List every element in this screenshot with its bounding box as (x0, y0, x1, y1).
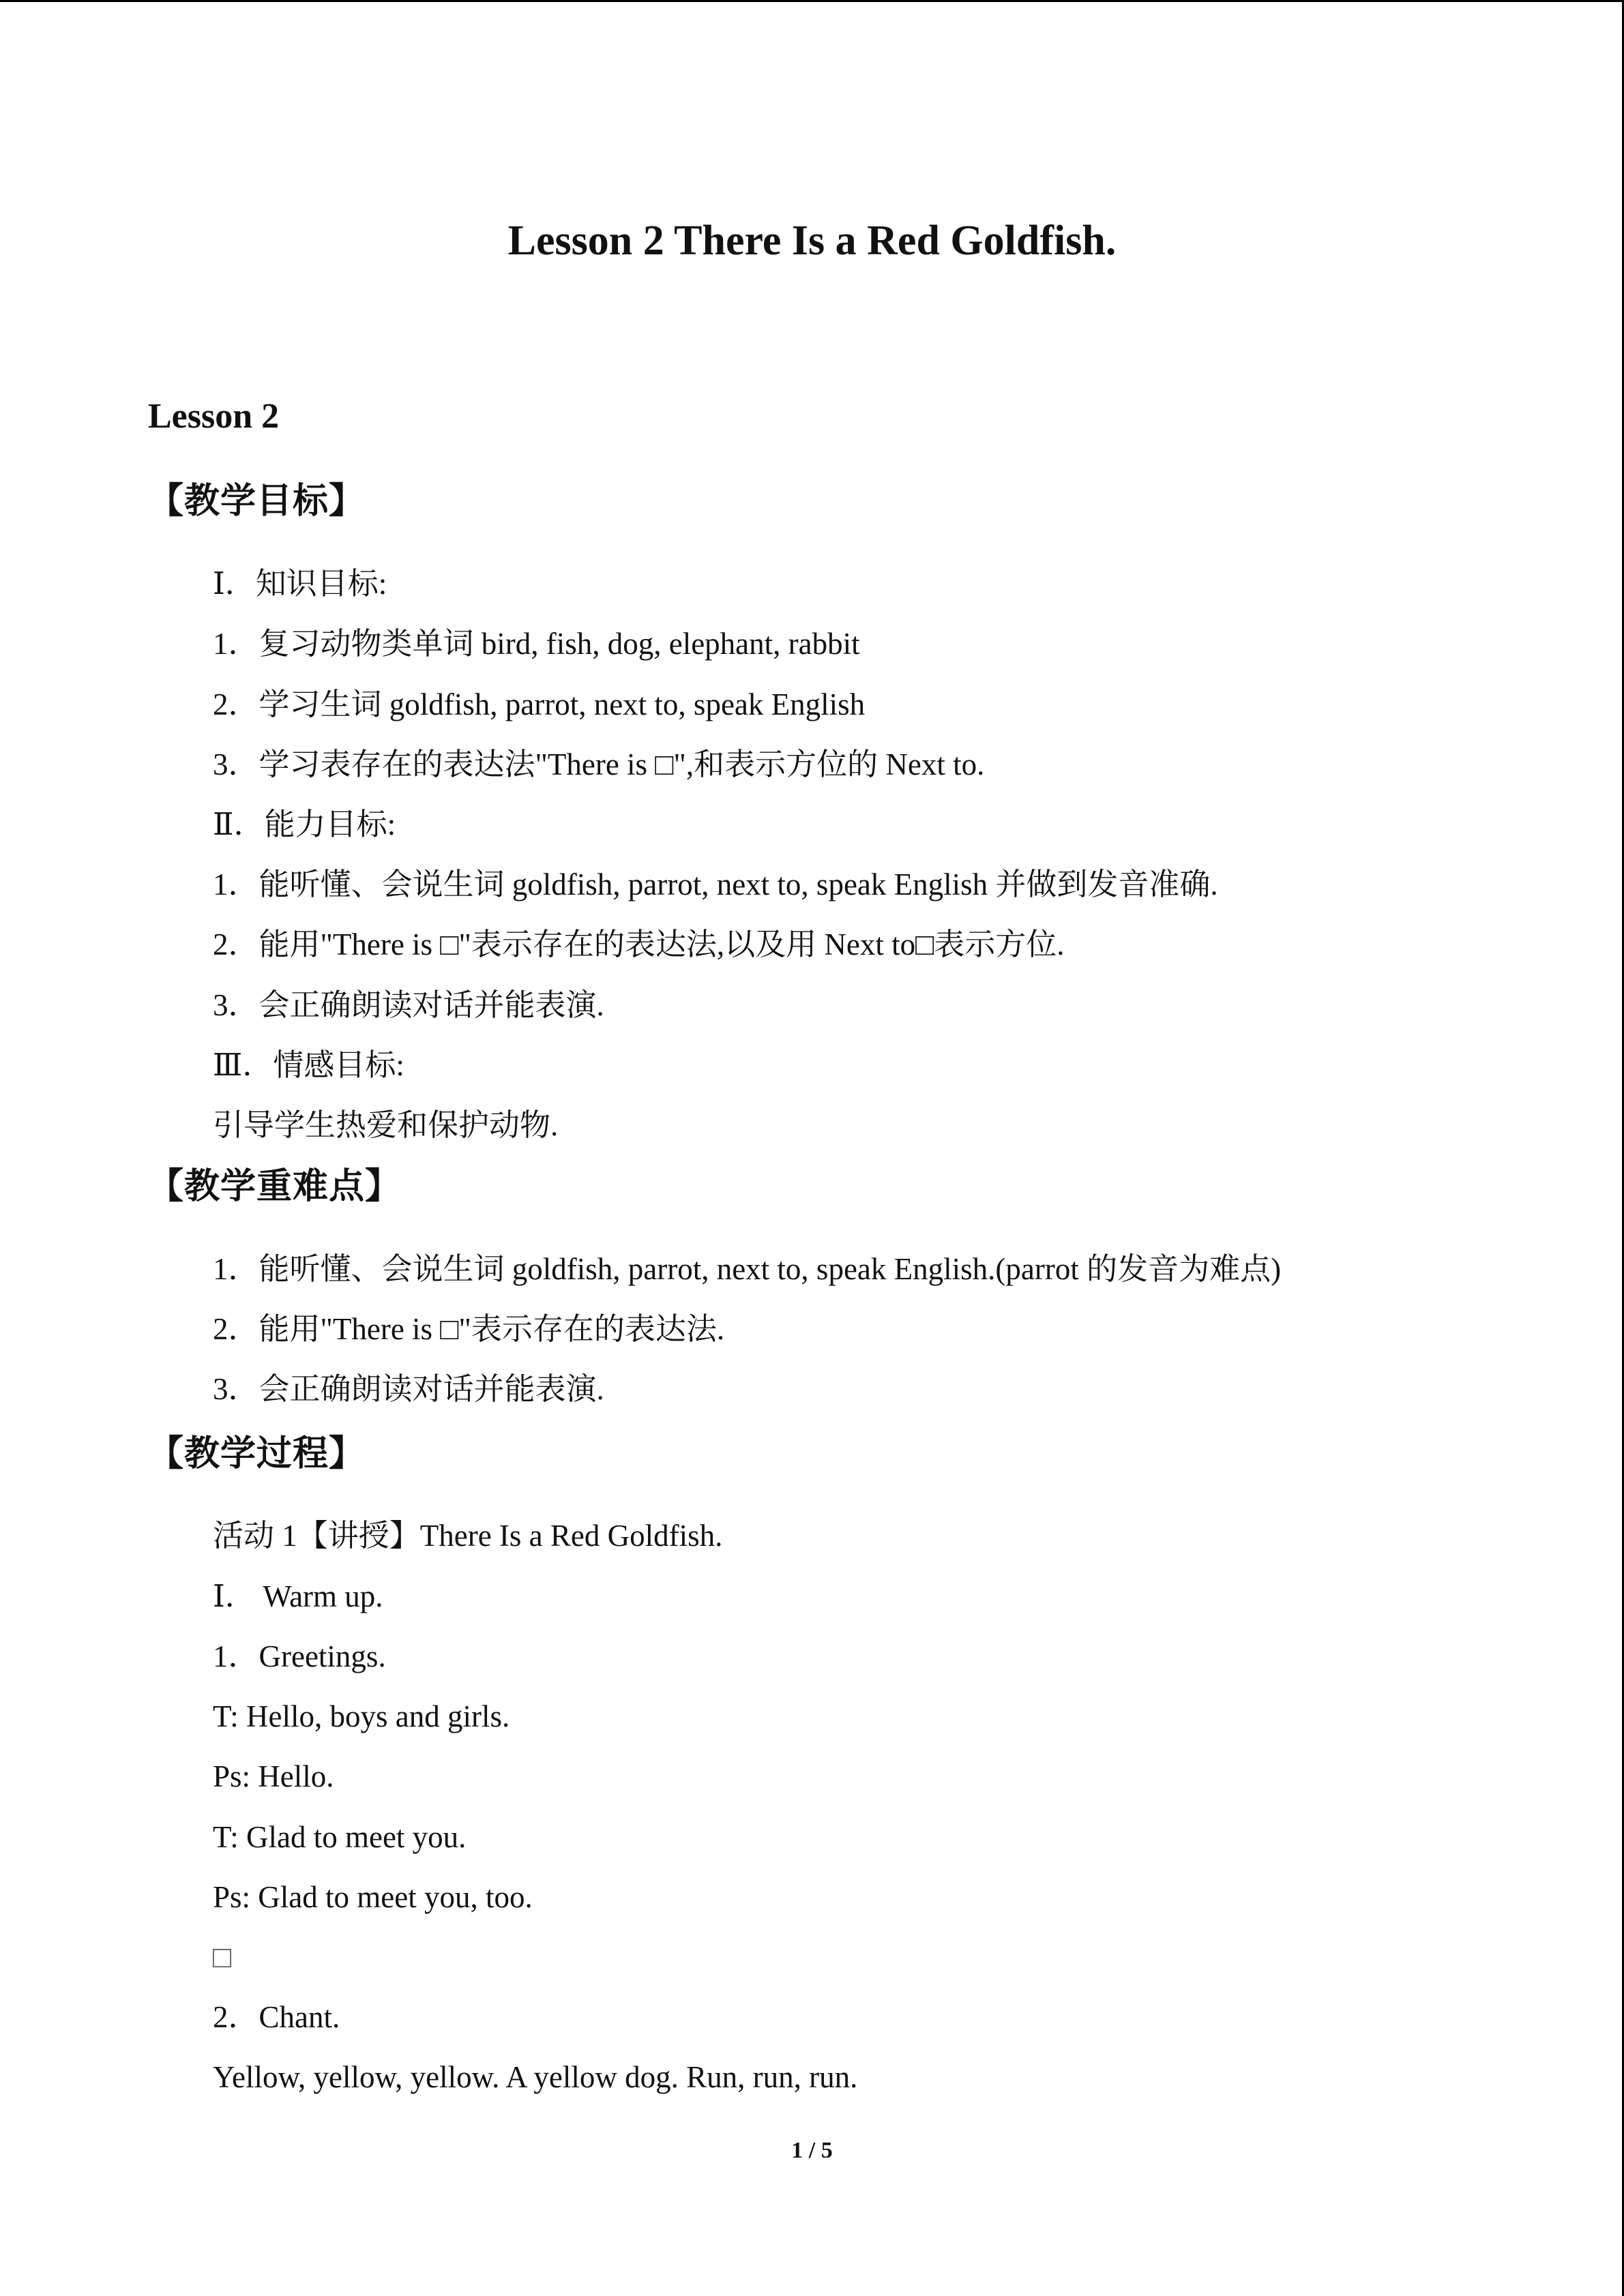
key-point-line: 1．能听懂、会说生词 goldfish, parrot, next to, speak English.(parrot 的发音为难点) (213, 1252, 1282, 1286)
objective-line: Ⅲ．情感目标: (213, 1048, 404, 1082)
objective-line: Ⅱ．能力目标: (213, 807, 396, 841)
process-line: Ps: Glad to meet you, too. (213, 1880, 533, 1914)
objective-line: 1．复习动物类单词 bird, fish, dog, elephant, rabbit (213, 627, 860, 661)
key-point-line: 2．能用"There is □"表示存在的表达法. (213, 1312, 725, 1346)
page-number: 1 / 5 (791, 2138, 833, 2163)
key-point-line: 3．会正确朗读对话并能表演. (213, 1372, 604, 1406)
objective-line: 2．能用"There is □"表示存在的表达法,以及用 Next to□表示方位. (213, 927, 1065, 961)
objective-line: 3．学习表存在的表达法"There is □",和表示方位的 Next to. (213, 747, 985, 781)
process-line: 2．Chant. (213, 2000, 340, 2034)
process-line: 1．Greetings. (213, 1639, 386, 1673)
objective-line: 2．学习生词 goldfish, parrot, next to, speak English (213, 687, 866, 721)
objective-line: 引导学生热爱和保护动物. (213, 1108, 559, 1142)
objective-line: 3．会正确朗读对话并能表演. (213, 988, 604, 1022)
section-heading-key-points: 【教学重难点】 (148, 1167, 402, 1206)
process-line: T: Glad to meet you. (213, 1820, 467, 1854)
objective-line: 1．能听懂、会说生词 goldfish, parrot, next to, speak English 并做到发音准确. (213, 867, 1218, 901)
process-line: 活动 1【讲授】There Is a Red Goldfish. (213, 1519, 723, 1553)
process-line: Yellow, yellow, yellow. A yellow dog. Run, run, run. (213, 2060, 858, 2094)
objective-line: Ⅰ．知识目标: (213, 567, 387, 601)
placeholder-box-line: □ (213, 1940, 232, 1974)
lesson-heading: Lesson 2 (148, 397, 280, 436)
process-line: T: Hello, boys and girls. (213, 1699, 510, 1733)
process-line: Ps: Hello. (213, 1759, 334, 1793)
process-line: Ⅰ． Warm up. (213, 1579, 383, 1613)
section-heading-process: 【教学过程】 (148, 1435, 366, 1474)
section-heading-objectives: 【教学目标】 (148, 482, 366, 521)
document-title: Lesson 2 There Is a Red Goldfish. (507, 218, 1117, 264)
